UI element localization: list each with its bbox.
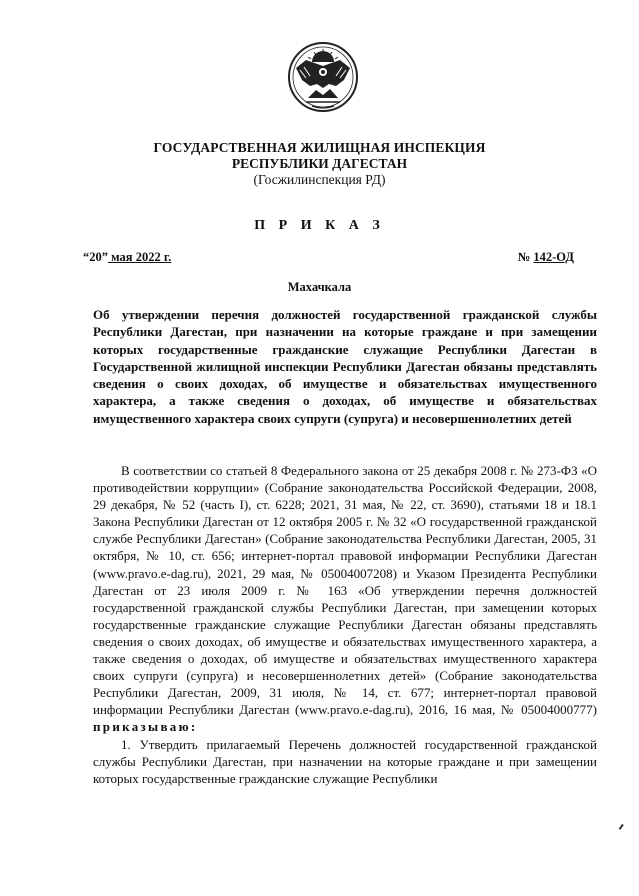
- dagestan-coat-of-arms-icon: [286, 40, 360, 114]
- document-type: П Р И К А З: [254, 218, 385, 233]
- agency-short-name: (Госжилинспекция РД): [253, 172, 386, 187]
- scan-mark: [619, 824, 624, 830]
- preamble-paragraph: [93, 462, 597, 736]
- order-date-month-year: мая 2022 г.: [108, 250, 172, 264]
- order-word: приказываю:: [93, 719, 198, 735]
- order-title: Об утверждении перечня должностей государственной гражданской службы Республики Дагестан, при назначении на которые граждане и при замещении которых государственные гражданские служащие Республики Дагестан в Государственной жилищной инспекции Республики Дагестан обязаны представлять сведения о своих доходах, об имуществе и обязательствах имущественного характера, а также сведения о доходах, об имуществе и обязательствах имущественного характера своих супруги (супруга) и несовершеннолетних детей: [93, 307, 597, 426]
- order-number: [518, 250, 574, 265]
- agency-name-line1: ГОСУДАРСТВЕННАЯ ЖИЛИЩНАЯ ИНСПЕКЦИЯ: [153, 140, 486, 155]
- preamble-text: В соответствии со статьей 8 Федерального закона от 25 декабря 2008 г. № 273-ФЗ «О противодействии коррупции» (Собрание законодательства Российской Федерации, 2008, 29 декабря, № 52 (часть I), ст. 6228; 2021, 31 мая, № 22, ст. 3690), статьями 18 и 18.1 Закона Республики Дагестан от 12 октября 2005 г. № 32 «О государственной гражданской службе Республики Дагестан» (Собрание законодательства Республики Дагестан, 2005, 31 октября, № 10, ст. 656; интернет-портал правовой информации Республики Дагестан (www.pravo.e-dag.ru), 2021, 29 мая, № 05004007208) и Указом Президента Республики Дагестан от 23 июля 2009 г. № 163 «Об утверждении перечня должностей государственной гражданской службы Республики Дагестан, при замещении которых государственные гражданские служащие Республики Дагестан обязаны представлять сведения о своих доходах, об имуществе и обязательствах имущественного характера, а также сведения о доходах, об имуществе и обязательствах имущественного характера своих супруги (супруга) и несовершеннолетних детей» (Собрание законодательства Республики Дагестан, 2009, 31 июля, № 14, ст. 677; интернет-портал правовой информации Республики Дагестан (www.pravo.e-dag.ru), 2016, 16 мая, № 05004000777): [93, 463, 597, 718]
- agency-name-line2: РЕСПУБЛИКИ ДАГЕСТАН: [231, 156, 408, 171]
- order-body: [93, 462, 597, 787]
- order-date: [83, 250, 171, 265]
- order-number-value: 142-ОД: [533, 250, 574, 264]
- order-city: Махачкала: [287, 280, 352, 294]
- order-date-day: “20”: [83, 250, 108, 264]
- item-1-paragraph: 1. Утвердить прилагаемый Перечень должностей государственной гражданской службы Республики Дагестан, при назначении на которые граждане и при замещении которых государственные гражданские служащие Республики: [93, 736, 597, 786]
- order-number-prefix: №: [517, 250, 534, 264]
